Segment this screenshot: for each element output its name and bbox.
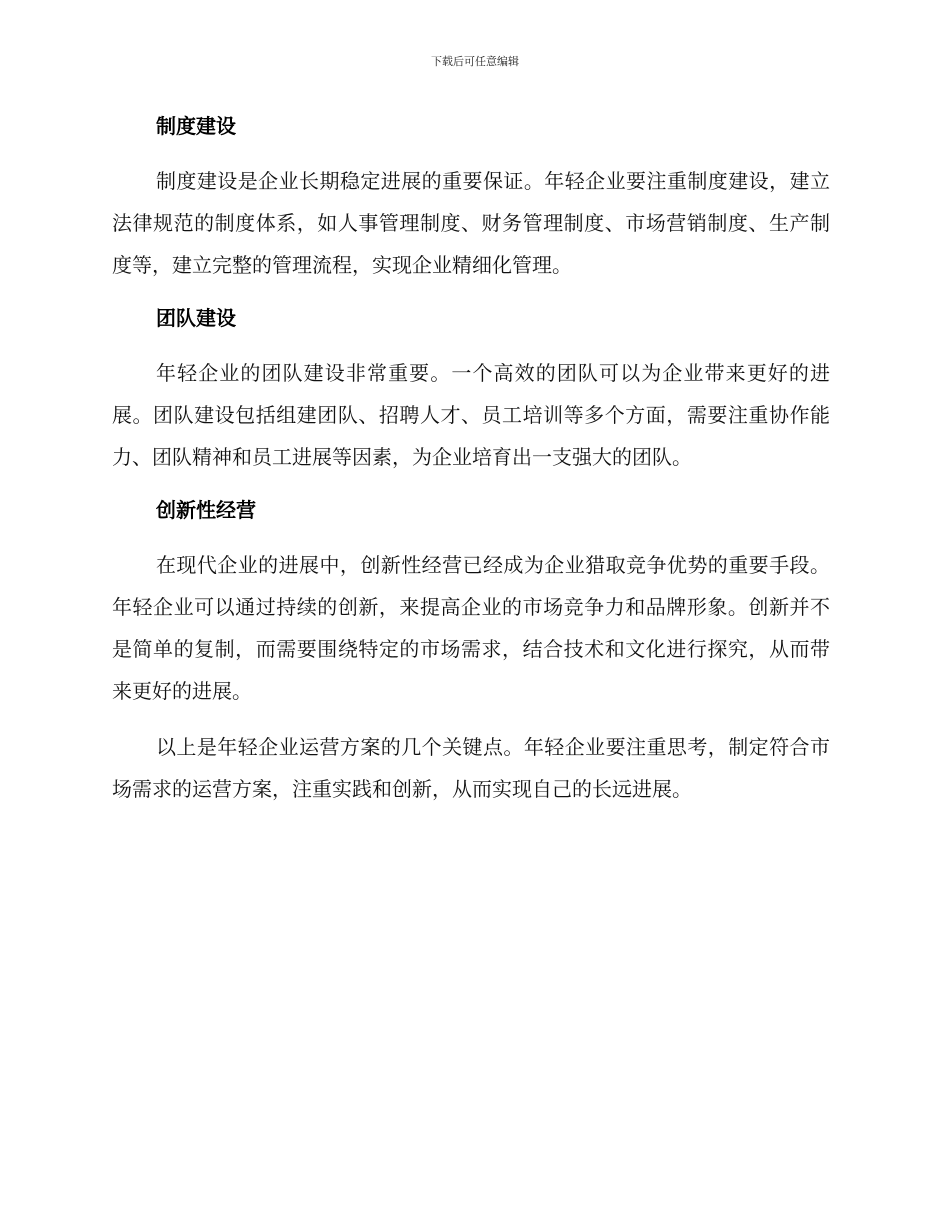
paragraph-team: 年轻企业的团队建设非常重要。一个高效的团队可以为企业带来更好的进展。团队建设包括组建团队、招聘人才、员工培训等多个方面，需要注重协作能力、团队精神和员工进展等因素，为企业培育出一支强大的团队。 bbox=[112, 361, 830, 469]
paragraph-system: 制度建设是企业长期稳定进展的重要保证。年轻企业要注重制度建设，建立法律规范的制度体系，如人事管理制度、财务管理制度、市场营销制度、生产制度等，建立完整的管理流程，实现企业精细化管理。 bbox=[112, 169, 830, 277]
paragraph-innovation: 在现代企业的进展中，创新性经营已经成为企业猎取竞争优势的重要手段。年轻企业可以通过持续的创新，来提高企业的市场竞争力和品牌形象。创新并不是简单的复制，而需要围绕特定的市场需求，结合技术和文化进行探究，从而带来更好的进展。 bbox=[112, 553, 830, 703]
paragraph-conclusion: 以上是年轻企业运营方案的几个关键点。年轻企业要注重思考，制定符合市场需求的运营方案，注重实践和创新，从而实现自己的长远进展。 bbox=[112, 735, 830, 801]
section-heading-team: 团队建设 bbox=[156, 306, 236, 330]
document-body bbox=[112, 108, 830, 810]
page-header: 下载后可任意编辑 bbox=[431, 55, 519, 68]
section-heading-system: 制度建设 bbox=[156, 114, 236, 138]
section-heading-innovation: 创新性经营 bbox=[156, 498, 256, 522]
